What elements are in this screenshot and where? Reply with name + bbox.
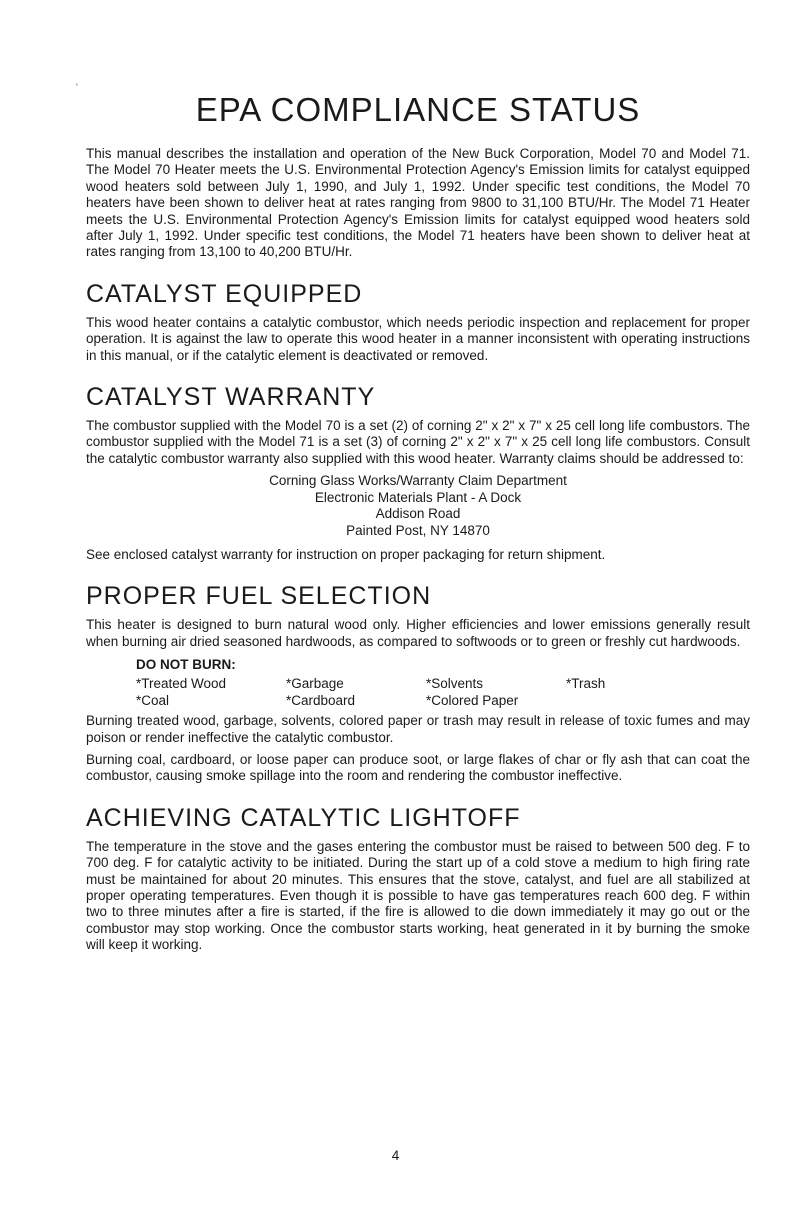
- scan-mark: ': [76, 82, 78, 92]
- page-number: 4: [391, 1148, 400, 1163]
- epa-body: This manual describes the installation and operation of the New Buck Corporation, Model 70 and Model 71. The Model 70 Heater meets the U.S. Environmental Protection Agency's Emission limits for catalyst equipped wood heaters sold between July 1, 1990, and July 1, 1992. Under specific test conditions, the Model 70 heaters have been shown to deliver heat at rates ranging from 9800 to 31,100 BTU/Hr. The Model 71 Heater meets the U.S. Environmental Protection Agency's Emission limits for catalyst equipped wood heaters sold after July 1, 1992. Under specific test conditions, the Model 71 heaters have been shown to deliver heat at rates ranging from 13,100 to 40,200 BTU/Hr.: [86, 146, 750, 260]
- list-item: [566, 692, 676, 709]
- fuel-warning-1: Burning treated wood, garbage, solvents, colored paper or trash may result in release of toxic fumes and may poison or render ineffective the catalytic combustor.: [86, 713, 750, 745]
- lightoff-body: The temperature in the stove and the gases entering the combustor must be raised to between 500 deg. F to 700 deg. F for catalytic activity to be initiated. During the start up of a cold stove a medium to high firing rate must be maintained for about 20 minutes. This ensures that the stove, catalyst, and fuel are all stabilized at proper operating temperatures. Even though it is possible to have gas temperatures reach 600 deg. F within two to three minutes after a fire is started, if the fire is allowed to die down immediately it may go out or the combustor may stop working. Once the combustor starts working, heat generated in it by burning the smoke will keep it working.: [86, 838, 750, 953]
- list-item: *Colored Paper: [426, 693, 519, 709]
- fuel-body: This heater is designed to burn natural wood only. Higher efficiencies and lower emissions generally result when burning air dried seasoned hardwoods, as compared to softwoods or to green or freshly cut hardwoods.: [86, 617, 750, 649]
- fuel-warning-2: Burning coal, cardboard, or loose paper can produce soot, or large flakes of char or fly ash that can coat the combustor, causing smoke spillage into the room and rendering the combustor ineffective.: [86, 751, 750, 784]
- list-item: *Garbage: [286, 676, 344, 692]
- catalyst-equipped-body: This wood heater contains a catalytic combustor, which needs periodic inspection and replacement for proper operation. It is against the law to operate this wood heater in a manner inconsistent with operating instructions in this manual, or if the catalytic element is deactivated or removed.: [86, 314, 750, 363]
- list-item: *Solvents: [426, 676, 484, 692]
- do-not-burn-list: [136, 656, 750, 709]
- heading-catalyst-warranty: CATALYST WARRANTY: [86, 383, 376, 412]
- document-page: [86, 90, 750, 960]
- address-line: Electronic Materials Plant - A Dock: [314, 489, 522, 505]
- heading-catalytic-lightoff: ACHIEVING CATALYTIC LIGHTOFF: [86, 803, 521, 832]
- list-item: *Coal: [136, 693, 170, 709]
- warranty-address: [86, 473, 750, 539]
- address-line: Painted Post, NY 14870: [346, 522, 490, 538]
- address-line: Addison Road: [375, 506, 461, 522]
- heading-epa-compliance: EPA COMPLIANCE STATUS: [195, 91, 641, 128]
- heading-proper-fuel: PROPER FUEL SELECTION: [86, 582, 432, 611]
- list-item: *Trash: [566, 676, 606, 692]
- list-item: *Treated Wood: [136, 676, 227, 692]
- do-not-burn-title: DO NOT BURN:: [136, 657, 236, 673]
- catalyst-warranty-body: The combustor supplied with the Model 70 is a set (2) of corning 2" x 2" x 7" x 25 cell long life combustors. The combustor supplied with the Model 71 is a set (3) of corning 2" x 2" x 7" x 25 cell long life combustors. Consult the catalytic combustor warranty also supplied with this wood heater. Warranty claims should be addressed to:: [86, 418, 750, 466]
- do-not-burn-grid: [136, 675, 750, 709]
- list-item: *Cardboard: [286, 693, 356, 709]
- heading-catalyst-equipped: CATALYST EQUIPPED: [86, 279, 363, 308]
- warranty-footer: See enclosed catalyst warranty for instruction on proper packaging for return shipment.: [86, 546, 606, 562]
- address-line: Corning Glass Works/Warranty Claim Department: [269, 473, 567, 489]
